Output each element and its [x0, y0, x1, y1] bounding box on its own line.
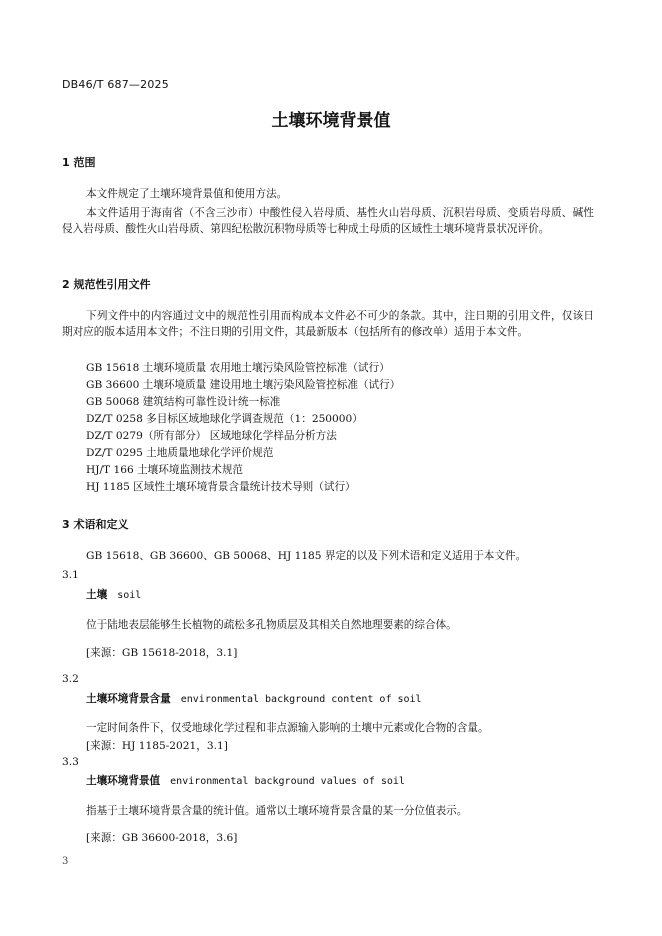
- term-definition: 一定时间条件下，仅受地球化学过程和非点源输入影响的土壤中元素或化合物的含量。: [86, 722, 489, 734]
- term-zh: 土壤环境背景含量: [86, 693, 171, 705]
- term-heading: [86, 773, 405, 788]
- term-source: [来源：GB 36600-2018，3.6]: [86, 832, 238, 844]
- term-number: 3.2: [62, 673, 79, 685]
- term-source: [来源：GB 15618-2018，3.1]: [86, 647, 238, 659]
- term-en: environmental background content of soil: [180, 694, 422, 705]
- reference-item: DZ/T 0258 多目标区域地球化学调查规范（1：250000）: [86, 413, 363, 425]
- reference-item: GB 36600 土壤环境质量 建设用地土壤污染风险管控标准（试行）: [86, 379, 401, 391]
- term-number: 3.3: [62, 756, 79, 768]
- reference-item: DZ/T 0295 土地质量地球化学评价规范: [86, 447, 274, 459]
- term-number: 3.1: [62, 569, 79, 581]
- term-heading: [86, 691, 422, 706]
- term-zh: 土壤环境背景值: [86, 775, 161, 787]
- term-definition: 位于陆地表层能够生长植物的疏松多孔物质层及其相关自然地理要素的综合体。: [86, 619, 457, 631]
- reference-item: DZ/T 0279（所有部分） 区域地球化学样品分析方法: [86, 430, 337, 442]
- paragraph-references-intro: 下列文件中的内容通过文中的规范性引用而构成本文件必不可少的条款。其中，注日期的引用文件，仅该日期对应的版本适用本文件；不注日期的引用文件，其最新版本（包括所有的修改单）适用于本文件。: [62, 310, 594, 338]
- document-code: DB46/T 687—2025: [62, 78, 169, 91]
- paragraph-scope-2: 本文件适用于海南省（不含三沙市）中酸性侵入岩母质、基性火山岩母质、沉积岩母质、变质岩母质、碱性侵入岩母质、酸性火山岩母质、第四纪松散沉积物母质等七种成土母质的区域性土壤环境背景状况评价。: [62, 207, 594, 235]
- paragraph-scope-1: 本文件规定了土壤环境背景值和使用方法。: [86, 188, 288, 200]
- term-source: [来源：HJ 1185-2021，3.1]: [86, 740, 228, 752]
- reference-item: HJ 1185 区域性土壤环境背景含量统计技术导则（试行）: [86, 481, 356, 493]
- page-number: 3: [62, 856, 69, 867]
- paragraph-terms-intro: GB 15618、GB 36600、GB 50068、HJ 1185 界定的以及下列术语和定义适用于本文件。: [86, 550, 527, 562]
- section-heading-scope: 1 范围: [62, 156, 96, 169]
- page-title: 土壤环境背景值: [271, 111, 391, 131]
- term-en: soil: [117, 590, 142, 601]
- term-definition: 指基于土壤环境背景含量的统计值。通常以土壤环境背景含量的某一分位值表示。: [86, 805, 468, 817]
- reference-item: HJ/T 166 土壤环境监测技术规范: [86, 464, 244, 476]
- term-zh: 土壤: [86, 589, 108, 601]
- section-heading-normative-references: 2 规范性引用文件: [62, 278, 151, 291]
- term-en: environmental background values of soil: [170, 776, 405, 787]
- reference-item: GB 50068 建筑结构可靠性设计统一标准: [86, 396, 281, 408]
- term-heading: [86, 587, 141, 602]
- section-heading-terms: 3 术语和定义: [62, 518, 129, 531]
- reference-item: GB 15618 土壤环境质量 农用地土壤污染风险管控标准（试行）: [86, 362, 390, 374]
